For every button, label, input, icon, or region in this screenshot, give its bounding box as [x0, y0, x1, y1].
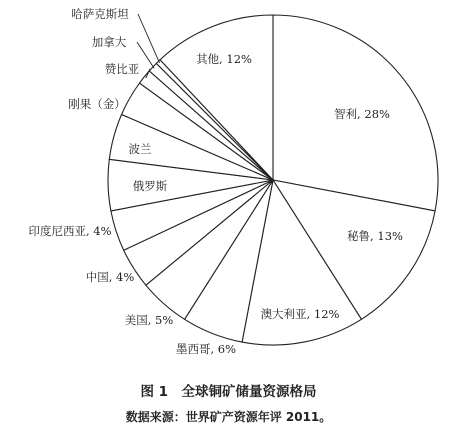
slice-label: 澳大利亚, 12% [260, 307, 340, 321]
figure-caption: 图 1 全球铜矿储量资源格局 [140, 384, 317, 400]
slice-label: 哈萨克斯坦 [71, 7, 129, 21]
leader-line [138, 14, 160, 63]
slice-label: 其他, 12% [196, 52, 252, 66]
slice-label: 中国, 4% [85, 270, 135, 284]
slice-label: 刚果（金） [68, 97, 126, 111]
figure-source: 数据来源：世界矿产资源年评 2011。 [125, 410, 332, 424]
slice-label: 墨西哥, 6% [175, 342, 237, 356]
slice-label: 俄罗斯 [132, 179, 168, 193]
slice-label: 加拿大 [91, 35, 127, 49]
slice-label: 赞比亚 [104, 62, 140, 76]
slice-label: 印度尼西亚, 4% [28, 224, 112, 238]
slice-label: 波兰 [128, 142, 152, 156]
slice-label: 智利, 28% [334, 107, 390, 121]
slice-label: 秘鲁, 13% [347, 229, 403, 243]
slice-label: 美国, 5% [124, 313, 174, 327]
